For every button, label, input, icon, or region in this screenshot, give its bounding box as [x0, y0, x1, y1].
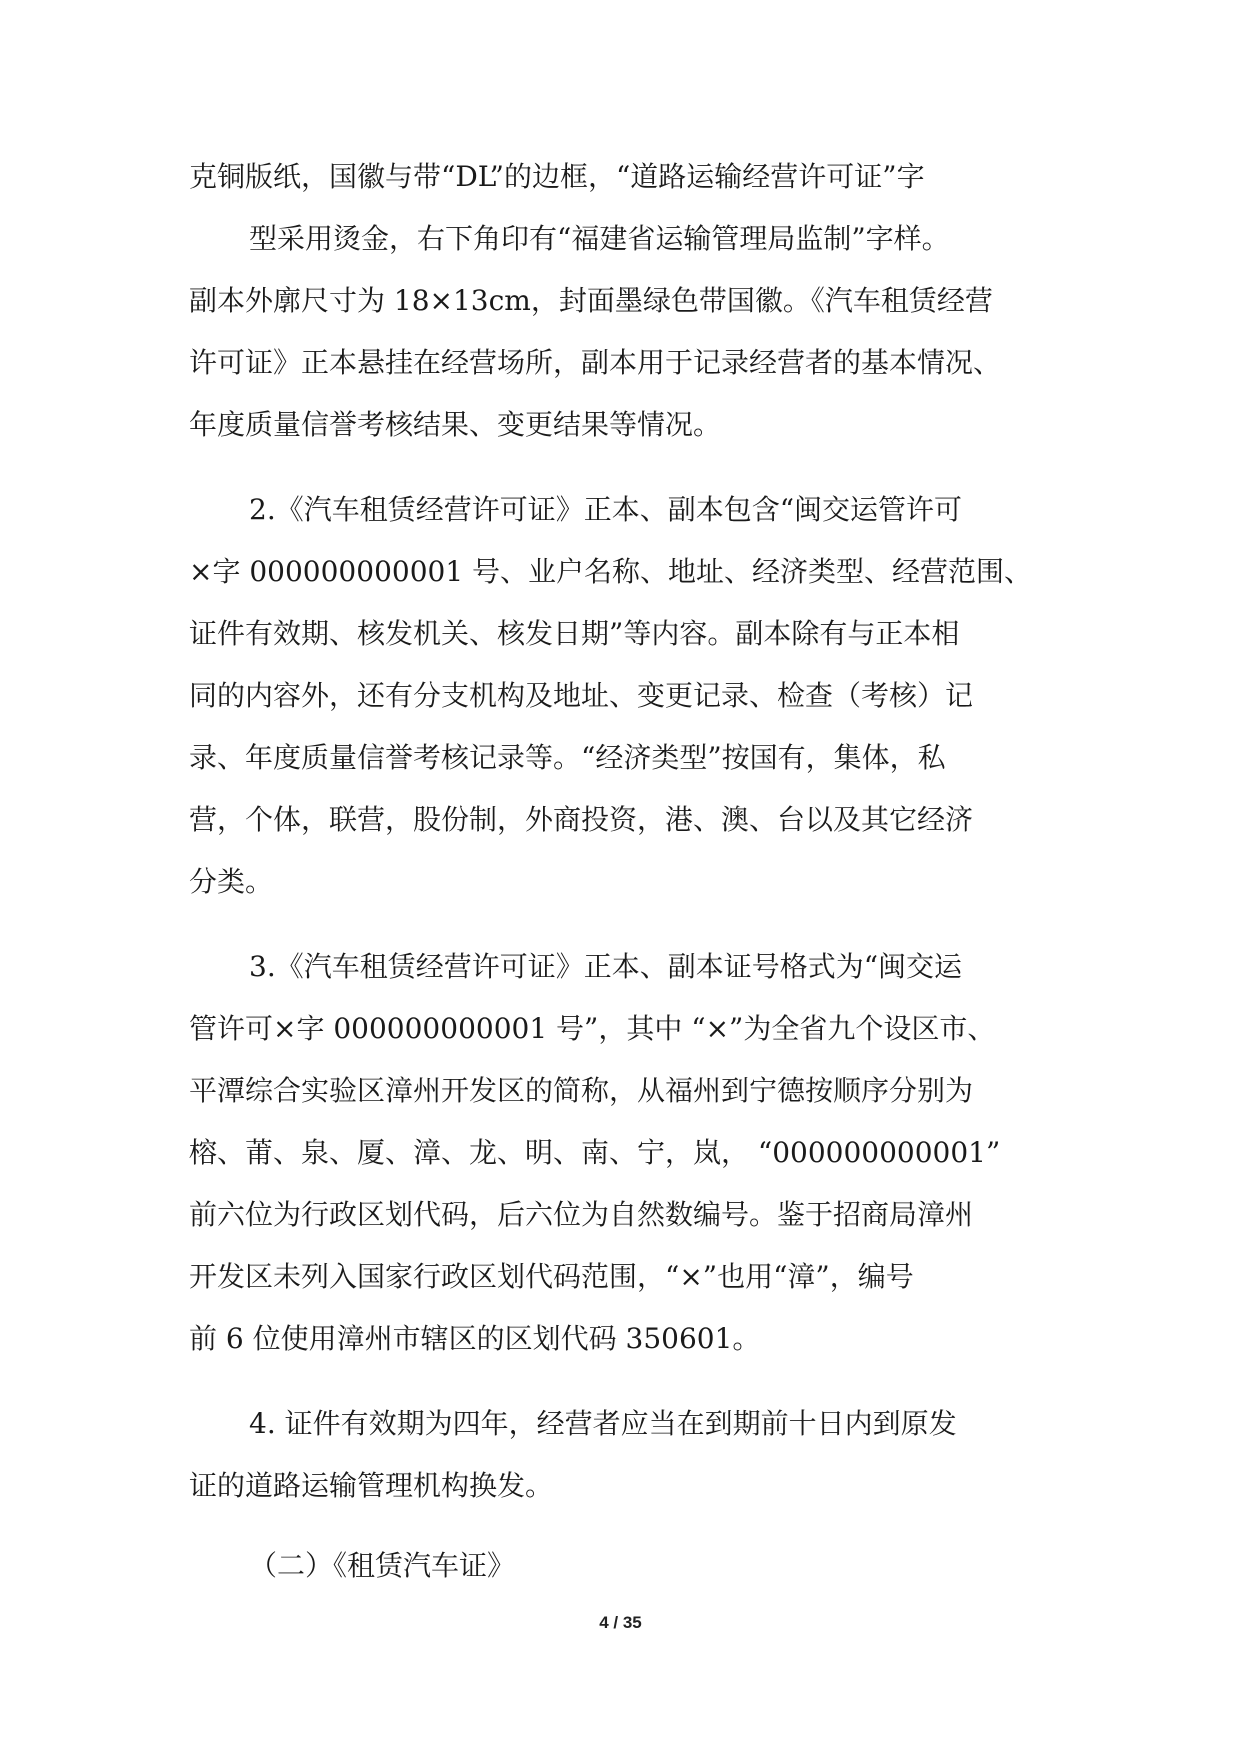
text-line: 同的内容外，还有分支机构及地址、变更记录、检查（考核）记 [189, 679, 974, 712]
text-line: 4. 证件有效期为四年，经营者应当在到期前十日内到原发 [249, 1407, 957, 1440]
text-line: 型采用烫金，右下角印有“福建省运输管理局监制”字样。 [249, 222, 950, 255]
text-line: 克铜版纸，国徽与带“DL”的边框，“道路运输经营许可证”字 [189, 160, 925, 193]
page-number: 4 / 35 [599, 1613, 642, 1632]
text-line: 管许可×字 000000000001 号”，其中 “×”为全省九个设区市、 [189, 1012, 996, 1045]
text-line: 前 6 位使用漳州市辖区的区划代码 350601。 [189, 1322, 761, 1355]
text-line: 前六位为行政区划代码，后六位为自然数编号。鉴于招商局漳州 [189, 1198, 974, 1231]
text-line: 年度质量信誉考核结果、变更结果等情况。 [189, 408, 722, 441]
text-line: 副本外廓尺寸为 18×13cm，封面墨绿色带国徽。《汽车租赁经营 [189, 284, 993, 317]
text-line: ×字 000000000001 号、业户名称、地址、经济类型、经营范围、 [189, 555, 1033, 588]
text-line: 录、年度质量信誉考核记录等。“经济类型”按国有，集体，私 [189, 741, 946, 774]
text-line: 营，个体，联营，股份制，外商投资，港、澳、台以及其它经济 [189, 803, 974, 836]
text-line: 榕、莆、泉、厦、漳、龙、明、南、宁，岚， “000000000001” [189, 1136, 1001, 1169]
text-line: 2.《汽车租赁经营许可证》正本、副本包含“闽交运管许可 [249, 493, 963, 526]
text-line: 证的道路运输管理机构换发。 [189, 1469, 554, 1502]
section-heading: （二）《租赁汽车证》 [249, 1549, 516, 1582]
text-line: 许可证》正本悬挂在经营场所，副本用于记录经营者的基本情况、 [189, 346, 1002, 379]
text-line: 平潭综合实验区漳州开发区的简称，从福州到宁德按顺序分别为 [189, 1074, 974, 1107]
text-line: 证件有效期、核发机关、核发日期”等内容。副本除有与正本相 [189, 617, 960, 650]
text-line: 分类。 [189, 865, 274, 898]
text-line: 开发区未列入国家行政区划代码范围，“×”也用“漳”，编号 [189, 1260, 914, 1293]
text-line: 3.《汽车租赁经营许可证》正本、副本证号格式为“闽交运 [249, 950, 963, 983]
